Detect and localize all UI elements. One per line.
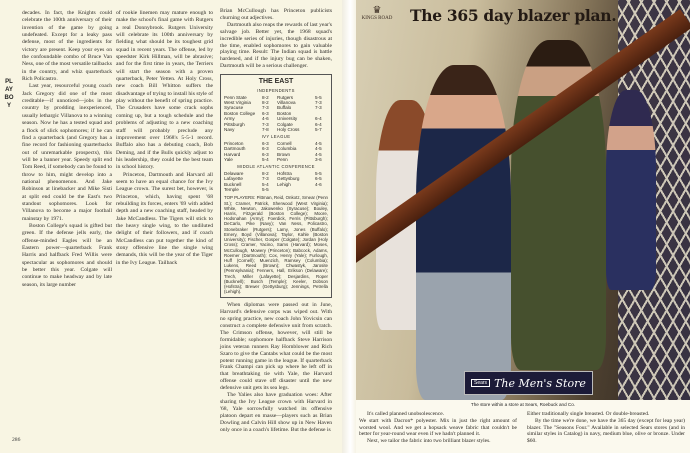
team-record: 7-8 xyxy=(262,127,269,132)
team-record xyxy=(315,187,328,192)
team-name: Boston College xyxy=(224,110,256,116)
team-name: Dartmouth xyxy=(224,146,246,152)
team-record: 4-5 xyxy=(315,140,322,146)
team-record: 5-5 xyxy=(262,187,269,193)
team-name: Harvard xyxy=(224,151,241,157)
team-record: 5-5 xyxy=(315,94,322,100)
team-name: Syracuse xyxy=(224,105,244,111)
paragraph: It's called planned unobsolescence. xyxy=(367,411,445,417)
team-record: 4-6 xyxy=(262,116,269,122)
team-name: Boston xyxy=(277,110,292,116)
paragraph: Dartmouth also reaps the rewards of last year's salvage job. Better yet, the 1968 squad's incredible series of injuries, though disastrous at the time, enabled sophomores to gain valuable playing time. Result: The Indian squad is battle hardened, and if the injury bug can be shaken, Dartmouth will be a serious challenger. xyxy=(220,21,332,70)
team-record: 7-3 xyxy=(315,99,322,105)
team-record: 4-5 xyxy=(315,146,322,152)
team-name: Lafayette xyxy=(224,176,243,182)
team-name: Army xyxy=(224,116,235,122)
team-record: 4-5 xyxy=(315,151,322,157)
paragraph: Next, we tailor the fabric into two brilliant blazer styles. xyxy=(367,438,491,445)
team-name: Cornell xyxy=(277,140,292,146)
standings-row xyxy=(224,127,328,132)
team-record: 6-4 xyxy=(315,121,322,127)
sears-logo: Sears xyxy=(471,379,490,387)
team-record: 5-5 xyxy=(315,170,322,176)
team-name: Penn State xyxy=(224,94,247,100)
team-record: 7-3 xyxy=(262,121,269,127)
paragraph: Princeton, Dartmouth and Harvard all seem to have an equal chance for the Ivy League crown. The surest bet, however, is Princeton, which, having spent '68 rebuilding its forces, enters '69 with added depth and a new coaching staff, headed by Jake McCandless. The Tigers will stick to the heavy single wing, to the undiluted delight of their followers, and if coach McCandless can put together the kind of stony offensive line the single wing demands, this will be the year of the Tiger in the Ivy League. Tailback xyxy=(116,171,213,266)
team-name: Holy Cross xyxy=(277,127,300,132)
team-record: 6-3 xyxy=(262,151,269,157)
team-record: 7-3 xyxy=(262,176,269,182)
crown-icon: ♛ xyxy=(372,5,382,16)
mens-store-badge xyxy=(464,371,593,395)
paragraph: When diplomas were passed out in June, Harvard's defensive corps was wiped out. With no spring practice, new coach John Yovicsin can construct a complete defensive unit from scratch. The Crimson offense, however, will still be formidable; sophomore halfback Steve Harrison joins veteran runners Ray Hornblower and Rich Szaro to give the Cantabs what could be the most potent running game in the league. If quarterback Frank Champi can pick up where he left off in that breathtaking tie with Yale, the Harvard offense could stave off disaster until the new defensive unit gets its sea legs. xyxy=(220,302,332,392)
team-name: Rutgers xyxy=(277,94,294,100)
team-record: 3-6 xyxy=(315,157,322,163)
top-players: TOP PLAYERS: Pittman, Reid, Onkotz, Smear (Penn St.); Cramer, Patrick, Sherwood (West Virginia); White, Newton, Jakowenko (Syracuse); Bouley, Harris, Fitzgerald (Boston College); Moore, Hodsnahan (Army); Foerdick, Ferris (Pittsburgh); DeCarlo, Pike (Navy); Van Ness, Policastro, Stonebraker (Rutgers); Lamy, Jones (Buffalo); Emery, Boyd (Villanova); Taylor, Kahle (Boston University); Fischer, Gosper (Colgate); Jordan (Holy Cross); Cramer, Yacino, Sams (Harvard); Moses, McCullough, Mowery (Princeton); Babcock, Adams, Roemer (Dartmouth); Cox, Henry (Yale); Furlough, Huff (Cornell); Muenzich, Ramsey (Columbia); Lukens, Reed (Brown); Chwastyk, Jarosite (Pennsylvania); Fenners, Hall, Erikson (Delaware); Trech, Miller (Lafayette); Desjardins, Roper (Bucknell); Busch (Temple); Keeler, Dobson (Hofstra); Brewer (Gettysburg); Jennings, Petrella (Lehigh). xyxy=(224,195,328,295)
paragraph: By the time we're done, we have the 365 day (except for leap year) blazer. The "Seasons Four." Available in selected Sears stores (and in similar styles in Catalog) in navy, medium blue, olive or bronze. Under $60. xyxy=(527,417,685,445)
team-record: 8-2 xyxy=(262,99,269,105)
standings-sections xyxy=(224,88,328,192)
paragraph: decades. In fact, the Knights could celebrate the 100th anniversary of their invention of the game by going undefeated. Except for a leaky pass defense, most of the ingredients for victory are present. Keep your eyes on the confoundable combo of Bruce Van Ness, one of the most versatile tailbacks in the country, and whiz quarterback Rich Policastro. xyxy=(22,10,112,83)
article-column-3-top xyxy=(220,8,332,70)
kings-road-logo xyxy=(360,6,394,21)
standings-row xyxy=(224,187,328,192)
ad-caption: The store within a store at Sears, Roebuck and Co. xyxy=(470,402,576,407)
team-record: 7-3 xyxy=(315,105,322,111)
team-name: Columbia xyxy=(277,146,297,152)
team-name: Princeton xyxy=(224,140,244,146)
sidebar-title: THE EAST xyxy=(258,78,294,86)
team-name: Navy xyxy=(224,127,235,132)
sidebar-section-heading: INDEPENDENTS xyxy=(257,88,295,94)
paragraph: Either traditionally single breasted. Or double-breasted. xyxy=(527,411,650,417)
article-column-3 xyxy=(220,8,332,434)
team-name: Yale xyxy=(224,157,233,163)
team-name: Buffalo xyxy=(277,105,292,111)
ad-headline: The 365 day blazer plan. xyxy=(410,6,617,25)
left-page xyxy=(0,0,342,453)
team-record: 7-3 xyxy=(262,105,269,111)
ad-copy-column-2 xyxy=(527,411,685,445)
team-record: 5-4 xyxy=(262,181,269,187)
team-name xyxy=(277,187,313,192)
team-record: 4-6 xyxy=(315,181,322,187)
standings-row xyxy=(224,157,328,162)
team-name: Bucknell xyxy=(224,181,242,187)
team-name: Lehigh xyxy=(277,181,291,187)
ad-photo xyxy=(356,0,690,400)
team-name: Penn xyxy=(277,157,288,163)
team-record: 6-3 xyxy=(262,140,269,146)
team-name: Delaware xyxy=(224,170,244,176)
paragraph: We start with Dacron* polyester. Mix in just the right amount of worsted wool. And we get a hopsack weave fabric that couldn't be better for year-round wear even if we hadn't planned it. xyxy=(359,417,517,438)
article-column-1 xyxy=(22,10,112,289)
team-record: 6-3 xyxy=(262,146,269,152)
team-name: Pittsburgh xyxy=(224,121,245,127)
team-record: 6-3 xyxy=(262,110,269,116)
gutter xyxy=(342,0,356,453)
team-record: 8-2 xyxy=(262,94,269,100)
paragraph: Brian McCullough has Princeton publicists churning out adjectives. xyxy=(220,8,332,21)
team-name: Gettysburg xyxy=(277,176,300,182)
team-name: Hofstra xyxy=(277,170,292,176)
paragraph: The Yalies also have graduation woes: After sharing the Ivy League crown with Harvard in '68, Yale sorrowfully watched its offensive platoon depart en masse—players such as Brian Dowling and Calvin Hill show up in New Haven only once in a coach's lifetime. But the defense is xyxy=(220,392,332,433)
team-record: 6-4 xyxy=(315,116,322,122)
store-name: The Men's Store xyxy=(494,376,586,390)
sidebar-section-heading: MIDDLE ATLANTIC CONFERENCE xyxy=(237,164,315,170)
man-navy-blazer-figure xyxy=(416,65,511,400)
team-name: Villanova xyxy=(277,99,296,105)
team-record: 5-4 xyxy=(262,157,269,163)
sidebar-section-heading: IVY LEAGUE xyxy=(261,134,291,140)
sidebar-box-the-east xyxy=(220,74,332,298)
team-name: West Virginia xyxy=(224,99,251,105)
team-record: 5-7 xyxy=(315,127,322,132)
team-name: Colgate xyxy=(277,121,293,127)
team-record: 6-5 xyxy=(315,176,322,182)
paragraph: Boston College's squad is gifted but green. If the defense jells early, the offense-minded Eagles will be an Eastern power—quarterback Frank Harris and halfback Fred Willis were spectacular as sophomores and should be better this year. Colgate will continue to make headway and by late season, its large number xyxy=(22,222,112,288)
paragraph: Last year, resourceful young coach Jack Gregory did one of the most creditable—if unnoticed—jobs in the country by prodding inexperienced, usually lethargic Villanova to a winning season. Now he has a tested squad and a flock of slick sophomores; if he can find a quarterback (and Gregory has a fine record for fashioning quarterbacks out of unremarkable prospects), this will be a banner year. Speedy split end Tom Reed, if somebody can be found to throw to him, might develop into a national phenomenon. And Jake Robinson at linebacker and Mike Sisti at split end could be the East's two standout sophomores. Look for Villanova to become a major football mainstay by 1971. xyxy=(22,83,112,222)
ad-copy-column-1 xyxy=(359,411,517,445)
team-name: Brown xyxy=(277,151,291,157)
logo-text: KINGS ROAD xyxy=(361,16,393,21)
article-column-2 xyxy=(116,10,213,267)
team-name: University xyxy=(277,116,298,122)
woman-right-figure xyxy=(606,90,656,290)
paragraph: of rookie linemen may mature enough to make the school's final game with Rutgers a real Donnybrook. Rutgers University will celebrate its 100th anniversary by fielding what should be its toughest grid squad in recent years. The offense, led by speedster Kirk Hillman, will be abrasive; and for the first time in years, the Terriers will start the season with a proven quarterback, Peter Yetten. At Holy Cross, new coach Bill Whitton suffers the disadvantage of trying to install his style of play without the benefit of spring practice. The Crusaders have some crack sophs coming up, but a tough schedule and the problems of adjusting to a new coaching staff will probably preclude any improvement over 1968's 5-5-1 record. Buffalo also has a debuting coach, Bob Deming, and if the Bulls quickly adjust to his leadership, they could be the best team in school history. xyxy=(116,10,213,171)
article-column-3-bottom xyxy=(220,302,332,433)
running-head: PLAYBOY xyxy=(4,79,14,109)
page-number: 286 xyxy=(12,437,21,443)
team-name: Temple xyxy=(224,187,239,193)
team-record: 8-2 xyxy=(262,170,269,176)
